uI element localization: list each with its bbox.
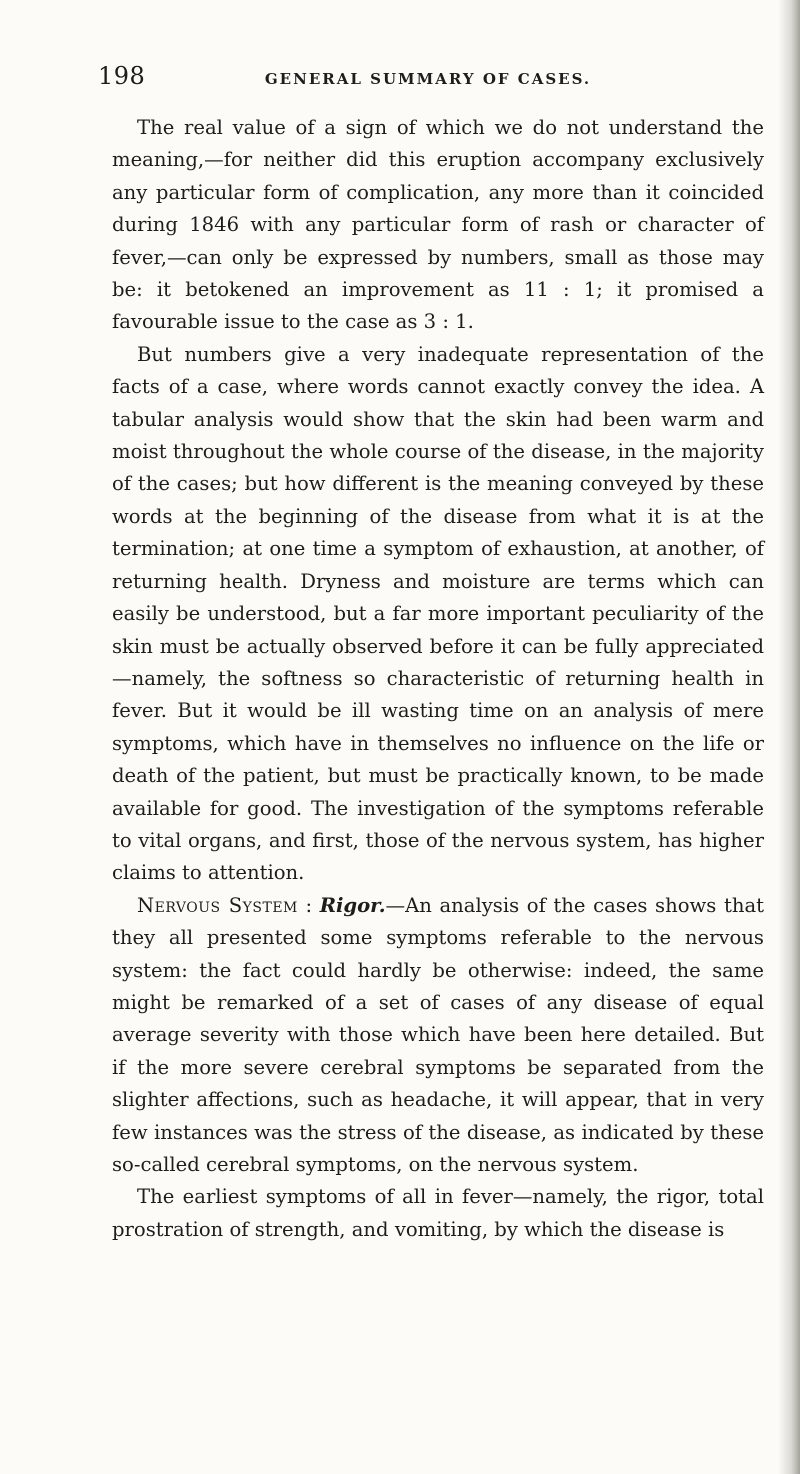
paragraph-3 [112, 890, 764, 1182]
running-head: GENERAL SUMMARY OF CASES. [264, 70, 592, 88]
section-separator: : [297, 893, 320, 917]
paragraph-3-text: —An analysis of the cases shows that they all presented some symptoms referable to the nervous system: the fact could hardly be otherwise: indeed, the same might be remarked of a set of cases of any disease of equal average severity with those which have been here detailed. But if the more severe cerebral symptoms be separated from the slighter affections, such as headache, it will appear, that in very few instances was the stress of the disease, as indicated by these so-called cerebral symptoms, on the nervous system. [112, 893, 765, 1176]
paragraph-4: The earliest symptoms of all in fever—namely, the rigor, total prostration of strength, and vomiting, by which the disease is [112, 1185, 764, 1241]
page-header [98, 60, 758, 100]
paragraph-1: The real value of a sign of which we do not understand the meaning,—for neither did this eruption accompany exclusively any particular form of complication, any more than it coincided during 1846 with any particular form of rash or character of fever,—can only be expressed by numbers, small as those may be: it betokened an improvement as 11 : 1; it promised a favourable issue to the case as 3 : 1. [112, 116, 764, 334]
page-edge-shadow [778, 0, 800, 1474]
page-number: 198 [98, 62, 146, 90]
section-label: Nervous System [137, 893, 298, 917]
body-text [112, 112, 764, 1246]
subsection-heading: Rigor. [319, 893, 386, 917]
paragraph-2: But numbers give a very inadequate representation of the facts of a case, where words cannot exactly convey the idea. A tabular analysis would show that the skin had been warm and moist throughout the whole course of the disease, in the majority of the cases; but how different is the meaning conveyed by these words at the beginning of the disease from what it is at the termination; at one time a symptom of exhaustion, at another, of returning health. Dryness and moisture are terms which can easily be understood, but a far more important peculiarity of the skin must be actually observed before it can be fully appreciated—namely, the softness so characteristic of returning health in fever. But it would be ill wasting time on an analysis of mere symptoms, which have in themselves no influence on the life or death of the patient, but must be practically known, to be made available for good. The investigation of the symptoms referable to vital organs, and first, those of the nervous system, has higher claims to attention. [112, 342, 764, 885]
